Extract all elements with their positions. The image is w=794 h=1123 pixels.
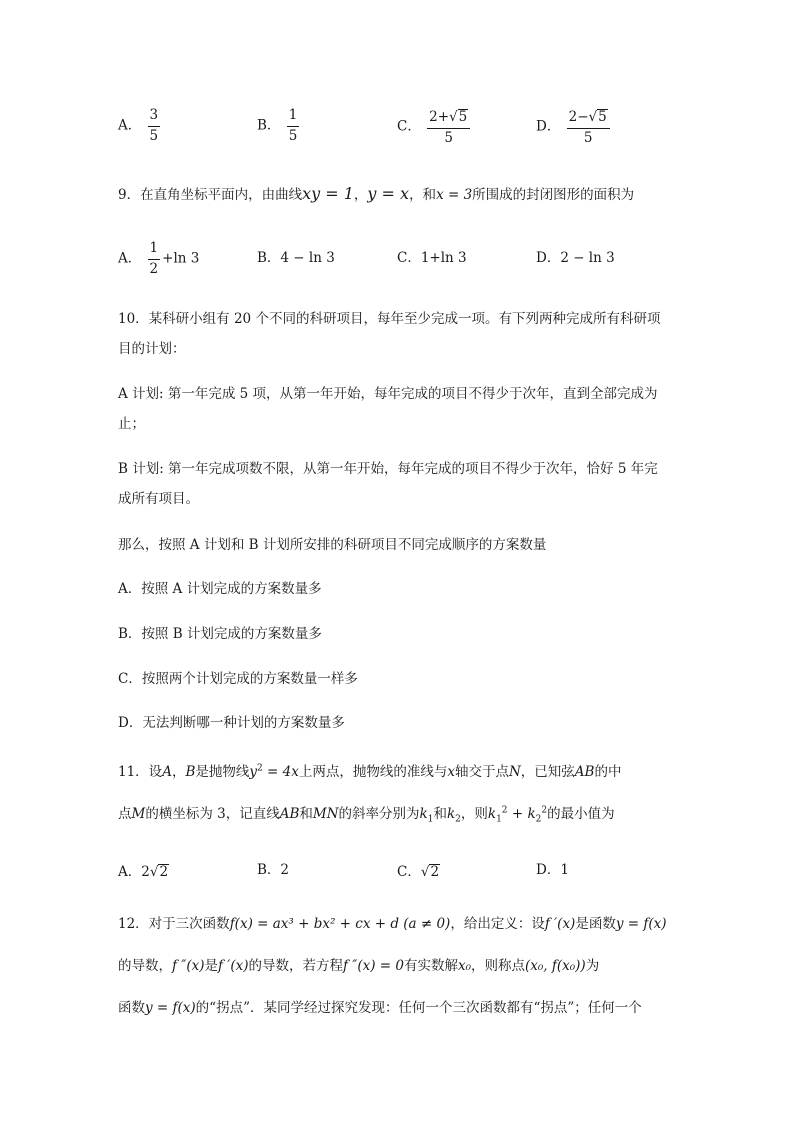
- q9-option-b[interactable]: B．4 − ln 3: [257, 250, 335, 266]
- fraction: $\frac{3}{5}$: [149, 107, 159, 144]
- q11-option-b[interactable]: B．2: [257, 862, 290, 878]
- q10-stem-line1: 10．某科研小组有 20 个不同的科研项目，每年至少完成一项。有下列两种完成所有科研项: [118, 311, 661, 327]
- q12-stem-line1: 12．对于三次函数f(x) = ax³ + bx² + cx + d (a ≠ 0)，给出定义：设f ′(x)是函数y = f(x): [118, 916, 667, 932]
- q10-option-c[interactable]: C．按照两个计划完成的方案数量一样多: [118, 671, 358, 687]
- fraction: $\frac{1}{2}$: [149, 240, 159, 277]
- q9-option-a[interactable]: A． $\frac{1}{2}$ +ln 3: [118, 240, 200, 277]
- q10-stem-line2: 目的计划：: [118, 341, 186, 357]
- q11-option-d[interactable]: D．1: [536, 862, 569, 878]
- q10-plan-a-line1: A 计划: 第一年完成 5 项，从第一年开始，每年完成的项目不得少于次年，直到全部完成为: [118, 386, 658, 402]
- q11-option-c[interactable]: C．√2: [397, 864, 440, 880]
- q12-stem-line3: 函数y = f(x)的“拐点”．某同学经过探究发现：任何一个三次函数都有“拐点”；任何一个: [118, 1000, 642, 1016]
- q11-stem-line2: 点M的横坐标为 3，记直线AB和MN的斜率分别为$k_1$和$k_2$，则$k_1^2 + k_2^2$的最小值为: [118, 805, 615, 825]
- q11-stem-line1: 11．设A，B是抛物线$y^2 = 4x$上两点，抛物线的准线与x轴交于点N，已知弦AB的中: [118, 763, 622, 780]
- fraction: $\frac{2+√5}{5}$: [427, 109, 470, 145]
- q10-option-a[interactable]: A．按照 A 计划完成的方案数量多: [118, 581, 322, 597]
- q10-option-b[interactable]: B．按照 B 计划完成的方案数量多: [118, 626, 322, 642]
- q11-option-a[interactable]: A．2√2: [118, 864, 169, 880]
- q10-plan-b-line2: 成所有项目。: [118, 491, 199, 507]
- q8-option-a[interactable]: A． $\frac{3}{5}$: [118, 107, 159, 144]
- q9-option-d[interactable]: D．2 − ln 3: [536, 250, 615, 266]
- fraction: $\frac{2-√5}{5}$: [567, 109, 610, 145]
- q8-option-d[interactable]: D． $\frac{2-√5}{5}$: [536, 109, 612, 145]
- q9-stem: 9．在直角坐标平面内，由曲线xy = 1，y = x，和x = 3所围成的封闭图形的面积为: [118, 184, 635, 203]
- q10-option-d[interactable]: D．无法判断哪一种计划的方案数量多: [118, 715, 345, 731]
- q9-option-c[interactable]: C．1+ln 3: [397, 250, 467, 266]
- q10-plan-a-line2: 止；: [118, 416, 145, 432]
- q10-question: 那么，按照 A 计划和 B 计划所安排的科研项目不同完成顺序的方案数量: [118, 537, 547, 553]
- q10-plan-b-line1: B 计划: 第一年完成项数不限，从第一年开始，每年完成的项目不得少于次年，恰好 5 年完: [118, 461, 658, 477]
- q12-stem-line2: 的导数，f ″(x)是f ′(x)的导数，若方程f ″(x) = 0有实数解x₀，则称点(x₀, f(x₀))为: [118, 958, 600, 974]
- q8-option-b[interactable]: B． $\frac{1}{5}$: [257, 107, 298, 144]
- fraction: $\frac{1}{5}$: [288, 107, 298, 144]
- q8-option-c[interactable]: C． $\frac{2+√5}{5}$: [397, 109, 472, 145]
